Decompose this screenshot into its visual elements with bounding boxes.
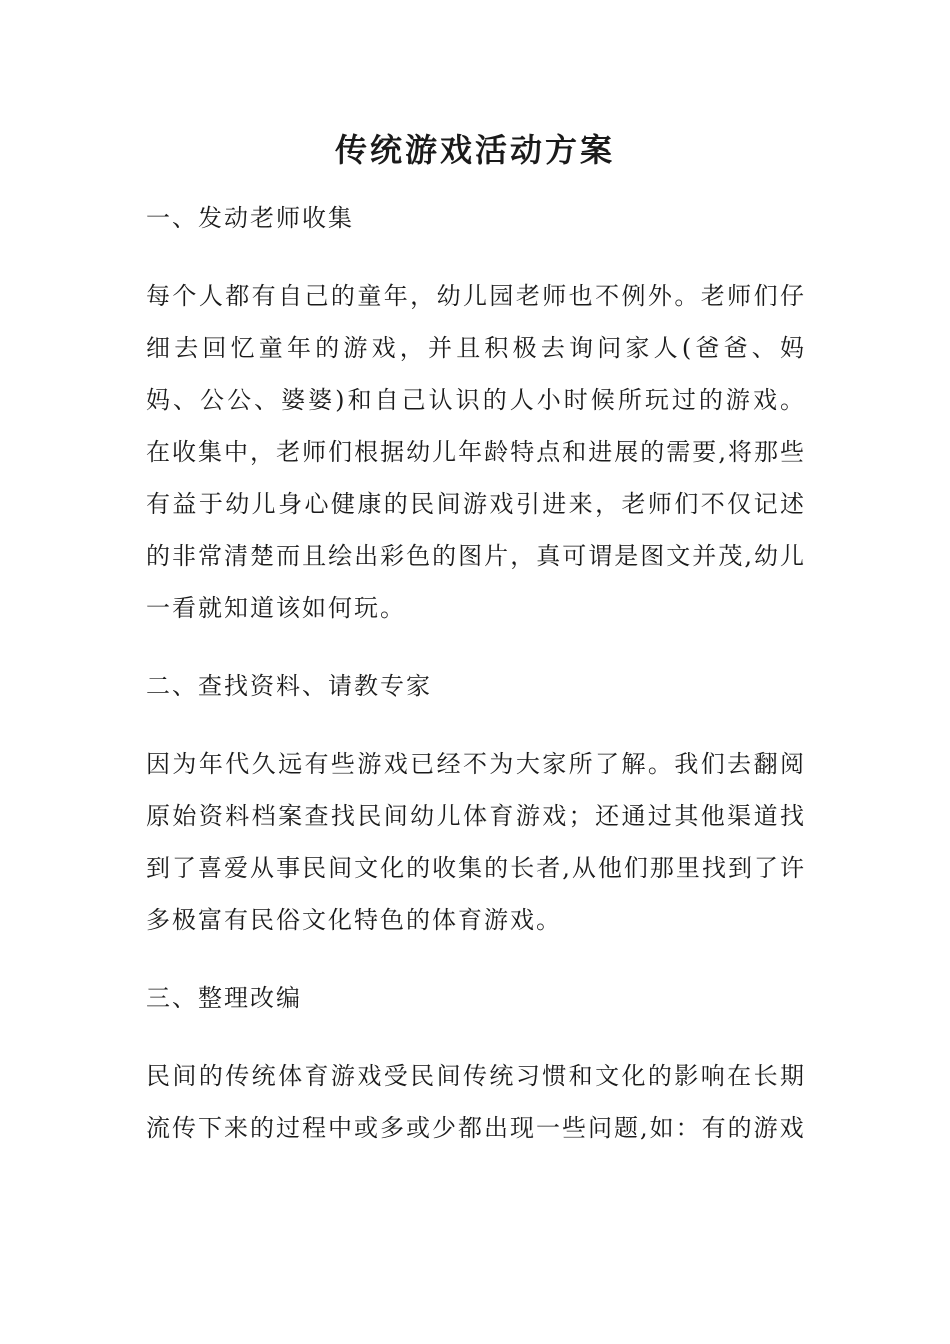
section-paragraph-3: 民间的传统体育游戏受民间传统习惯和文化的影响在长期流传下来的过程中或多或少都出现一些问题,如：有的游戏 (146, 1062, 806, 1142)
section-heading-1: 一、发动老师收集 (146, 204, 354, 232)
section-heading-3: 三、整理改编 (146, 984, 302, 1012)
document-title: 传统游戏活动方案 (334, 131, 615, 169)
section-heading-2: 二、查找资料、请教专家 (146, 672, 432, 700)
section-paragraph-1: 每个人都有自己的童年，幼儿园老师也不例外。老师们仔细去回忆童年的游戏，并且积极去询问家人(爸爸、妈妈、公公、婆婆)和自己认识的人小时候所玩过的游戏。在收集中，老师们根据幼儿年龄特点和进展的需要,将那些有益于幼儿身心健康的民间游戏引进来，老师们不仅记述的非常清楚而且绘出彩色的图片，真可谓是图文并茂,幼儿一看就知道该如何玩。 (146, 282, 806, 622)
section-paragraph-2: 因为年代久远有些游戏已经不为大家所了解。我们去翻阅原始资料档案查找民间幼儿体育游戏；还通过其他渠道找到了喜爱从事民间文化的收集的长者,从他们那里找到了许多极富有民俗文化特色的体育游戏。 (146, 750, 806, 934)
document-body (146, 192, 806, 1180)
